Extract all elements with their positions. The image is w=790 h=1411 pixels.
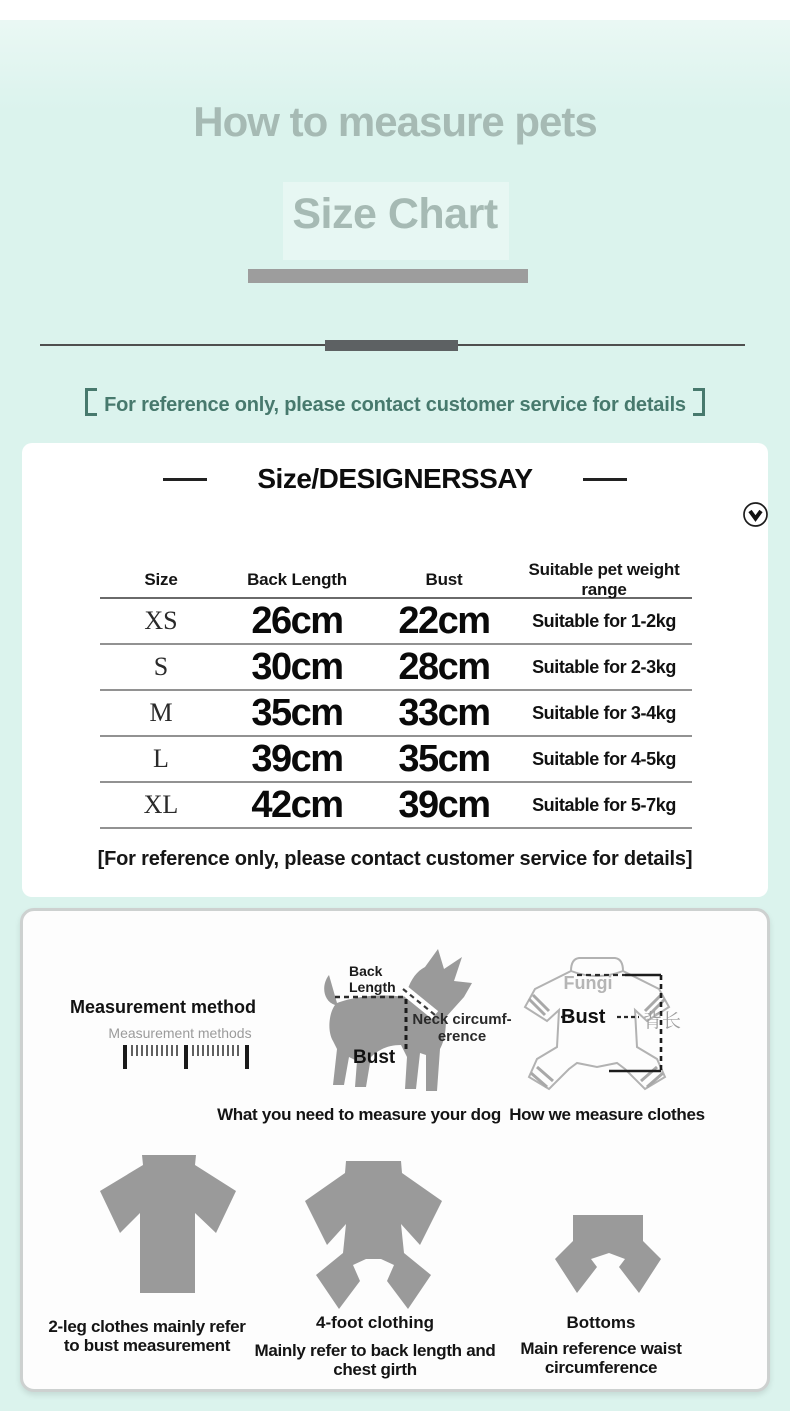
neck-circumference-label: Neck circumf- erence [412, 1011, 512, 1045]
column-header-back-length: Back Length [247, 570, 347, 589]
four-leg-clothes-title: 4-foot clothing [315, 1313, 435, 1332]
fungi-watermark: Fungi [563, 973, 613, 993]
table-row [100, 645, 692, 691]
page-subtitle: Size Chart [292, 190, 498, 238]
right-lenticular-bracket [693, 388, 705, 416]
cell-weight: Suitable for 4-5kg [532, 748, 676, 769]
section-divider-accent [325, 340, 458, 351]
size-card-title-row [22, 463, 768, 495]
cell-bust: 22cm [398, 599, 490, 642]
column-header-bust: Bust [425, 570, 463, 589]
bottoms-caption: Main reference waist circumference [520, 1339, 682, 1377]
cell-back-length: 26cm [251, 599, 343, 642]
size-card-title: Size/DESIGNERSSAY [257, 463, 533, 494]
bottoms-icon [555, 1215, 661, 1305]
column-header-size: Size [144, 570, 178, 589]
bottoms-title: Bottoms [566, 1313, 636, 1332]
cell-back-length: 42cm [251, 783, 343, 826]
two-leg-clothes-caption: 2-leg clothes mainly refer to bust measurement [48, 1317, 246, 1355]
ruler-icon [121, 1045, 253, 1074]
title-dash-right [583, 478, 627, 481]
cell-bust: 28cm [398, 645, 490, 688]
back-length-label: Back Length [349, 963, 396, 995]
clothes-caption: How we measure clothes [509, 1105, 705, 1124]
column-header-weight-range: Suitable pet weight range [528, 560, 680, 599]
size-table [100, 560, 692, 829]
cell-back-length: 39cm [251, 737, 343, 780]
clothes-bust-label: Bust [561, 1006, 606, 1028]
back-length-cn-label: 背长 [643, 1011, 682, 1032]
cell-size: M [149, 698, 173, 727]
table-row [100, 783, 692, 829]
cell-weight: Suitable for 1-2kg [532, 610, 676, 631]
chevron-down-circle-icon [382, 501, 790, 533]
cell-weight: Suitable for 5-7kg [532, 794, 676, 815]
left-lenticular-bracket [85, 388, 97, 416]
measurement-method-title: Measurement method [69, 997, 257, 1017]
measurement-card [20, 908, 770, 1392]
table-row [100, 691, 692, 737]
cell-size: S [153, 652, 169, 681]
cell-bust: 35cm [398, 737, 490, 780]
two-leg-clothes-icon [98, 1155, 240, 1298]
dog-caption: What you need to measure your dog [217, 1105, 501, 1124]
measurement-method-subtitle: Measurement methods [108, 1025, 252, 1041]
title-dash-left [163, 478, 207, 481]
size-card-footnote: [For reference only, please contact customer service for details] [97, 848, 693, 870]
four-leg-clothes-icon [301, 1161, 446, 1316]
table-header-row [100, 560, 692, 599]
four-leg-clothes-caption: Mainly refer to back length and chest girth [254, 1341, 496, 1379]
cell-back-length: 30cm [251, 645, 343, 688]
cell-bust: 33cm [398, 691, 490, 734]
subtitle-underline-bar [248, 269, 528, 283]
cell-size: L [153, 744, 169, 773]
page-title: How to measure pets [193, 98, 597, 145]
cell-bust: 39cm [398, 783, 490, 826]
cell-size: XL [143, 790, 179, 819]
size-chart-card [22, 443, 768, 897]
cell-back-length: 35cm [251, 691, 343, 734]
reference-notice [0, 388, 790, 417]
cell-weight: Suitable for 2-3kg [532, 656, 676, 677]
dog-bust-label: Bust [353, 1047, 396, 1068]
table-row [100, 737, 692, 783]
reference-notice-text: For reference only, please contact customer service for details [104, 394, 686, 416]
cell-size: XS [144, 606, 178, 635]
cell-weight: Suitable for 3-4kg [532, 702, 676, 723]
table-row [100, 599, 692, 645]
